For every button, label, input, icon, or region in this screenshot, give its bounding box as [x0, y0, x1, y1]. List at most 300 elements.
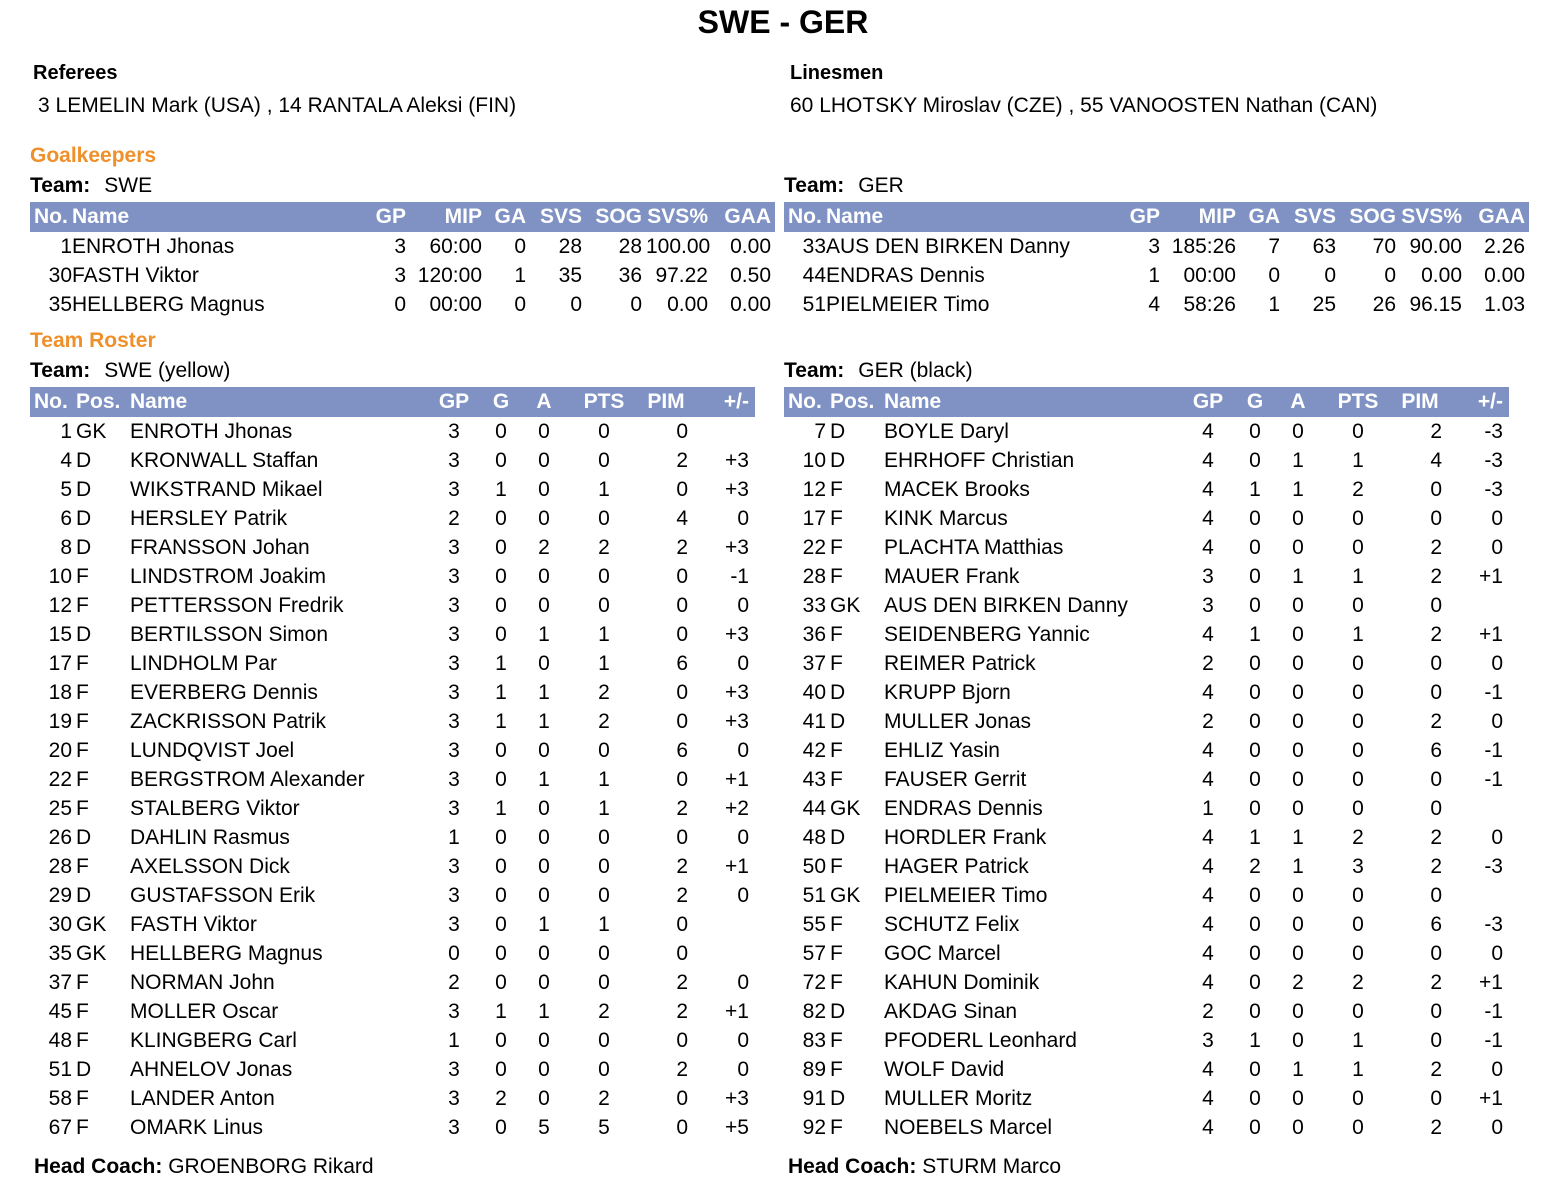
table-cell: 10	[48, 564, 72, 588]
table-cell: 0	[737, 1028, 749, 1052]
table-cell: 37	[48, 970, 72, 994]
table-cell: LUNDQVIST Joel	[130, 738, 295, 762]
column-header: GP	[364, 202, 410, 232]
table-cell: 0	[598, 970, 610, 994]
table-cell: 1	[495, 999, 507, 1023]
table-cell: 0	[1352, 535, 1364, 559]
table-cell: 37	[802, 651, 826, 675]
table-cell: 0	[676, 593, 688, 617]
table-cell: 0	[495, 825, 507, 849]
table-cell: 0	[495, 912, 507, 936]
table-cell: 0	[538, 593, 550, 617]
table-cell: 0	[1249, 941, 1261, 965]
table-cell: 1	[538, 680, 550, 704]
table-cell: 29	[48, 883, 72, 907]
table-cell: 51	[48, 1057, 72, 1081]
coach-label: Head Coach:	[34, 1155, 163, 1178]
table-cell: 1	[495, 680, 507, 704]
table-row	[30, 591, 755, 620]
table-cell: OMARK Linus	[130, 1115, 264, 1139]
table-cell: 3	[448, 419, 460, 443]
table-row	[30, 881, 755, 910]
table-cell: 30	[48, 263, 72, 287]
table-cell: 0	[1352, 941, 1364, 965]
table-cell: 1	[1268, 292, 1280, 316]
table-cell: 0	[1292, 767, 1304, 791]
table-cell: 4	[1202, 1057, 1214, 1081]
table-cell: 0	[514, 234, 526, 258]
table-cell: 35	[48, 941, 72, 965]
table-cell: 2	[448, 506, 460, 530]
column-header: GAA	[1466, 202, 1529, 232]
table-cell: 0	[598, 825, 610, 849]
table-cell: +3	[725, 1086, 749, 1110]
table-cell: 0	[737, 506, 749, 530]
table-cell: 1	[1352, 448, 1364, 472]
table-cell: 0	[676, 1086, 688, 1110]
table-cell: 3	[1148, 234, 1160, 258]
table-cell: 0	[1430, 651, 1442, 675]
table-cell	[700, 939, 755, 968]
table-cell: GK	[830, 883, 861, 907]
table-row	[30, 620, 755, 649]
table-cell: 1	[538, 767, 550, 791]
table-row	[784, 881, 1509, 910]
column-header: GAA	[712, 202, 775, 232]
table-cell: 18	[48, 680, 72, 704]
table-cell: F	[830, 970, 843, 994]
table-cell: 6	[1430, 912, 1442, 936]
table-cell: MAUER Frank	[884, 564, 1020, 588]
table-row	[30, 939, 755, 968]
table-cell: 43	[802, 767, 826, 791]
table-cell: 3	[448, 1057, 460, 1081]
gk-right-team	[784, 174, 904, 198]
table-cell: F	[830, 941, 843, 965]
table-cell: 2	[1430, 564, 1442, 588]
table-cell: 1	[495, 796, 507, 820]
table-cell: D	[76, 1057, 92, 1081]
table-cell: 2	[448, 970, 460, 994]
table-cell: 3	[448, 796, 460, 820]
table-cell: PIELMEIER Timo	[826, 292, 990, 316]
table-cell: 1	[60, 234, 72, 258]
table-cell: GK	[830, 593, 861, 617]
team-label: Team:	[30, 174, 91, 197]
table-cell: 0	[1292, 1115, 1304, 1139]
table-cell: 35	[48, 292, 72, 316]
table-cell: 17	[802, 506, 826, 530]
column-header: PIM	[644, 387, 700, 417]
table-cell: 0	[538, 825, 550, 849]
table-cell: 0	[495, 1057, 507, 1081]
table-row	[784, 562, 1509, 591]
table-cell: 2	[1249, 854, 1261, 878]
table-cell: 0	[495, 854, 507, 878]
table-cell: 2	[1430, 1057, 1442, 1081]
column-header: Pos.	[826, 387, 884, 417]
table-cell: 0	[676, 767, 688, 791]
table-cell: 0	[598, 448, 610, 472]
table-cell: F	[830, 1057, 843, 1081]
table-cell: 2	[676, 535, 688, 559]
column-header: Pos.	[72, 387, 130, 417]
table-cell: BOYLE Daryl	[884, 419, 1009, 443]
table-cell: 0	[538, 477, 550, 501]
table-cell: FAUSER Gerrit	[884, 767, 1027, 791]
coach-label: Head Coach:	[788, 1155, 917, 1178]
table-cell: 0	[495, 419, 507, 443]
table-cell: D	[76, 448, 92, 472]
table-cell: LANDER Anton	[130, 1086, 275, 1110]
table-cell: D	[830, 709, 846, 733]
table-cell: 0	[676, 622, 688, 646]
column-header: SVS%	[1400, 202, 1466, 232]
table-cell: 0	[1430, 506, 1442, 530]
table-cell: +3	[725, 622, 749, 646]
table-cell: 1	[1352, 1057, 1364, 1081]
table-cell: 0	[1292, 796, 1304, 820]
table-cell: 0	[1491, 1057, 1503, 1081]
column-header: No.	[784, 387, 826, 417]
table-cell: 0	[1292, 680, 1304, 704]
table-cell: 0	[1292, 999, 1304, 1023]
table-cell: 50	[802, 854, 826, 878]
table-cell: 2	[598, 680, 610, 704]
table-cell: D	[830, 680, 846, 704]
table-cell: 3	[448, 448, 460, 472]
table-cell: 0	[598, 1057, 610, 1081]
table-cell: 0	[495, 1028, 507, 1052]
table-cell: 26	[1372, 292, 1396, 316]
table-cell: 0	[495, 767, 507, 791]
table-cell: 4	[1202, 535, 1214, 559]
roster-table-ger	[784, 387, 1509, 1142]
table-cell: 6	[60, 506, 72, 530]
table-cell: PIELMEIER Timo	[884, 883, 1048, 907]
table-cell: 0	[1352, 796, 1364, 820]
table-cell: F	[830, 854, 843, 878]
table-header-row	[784, 387, 1509, 417]
table-cell: 1	[538, 709, 550, 733]
column-header: GA	[486, 202, 530, 232]
table-cell: 4	[1202, 941, 1214, 965]
coach-name: STURM Marco	[922, 1155, 1062, 1178]
table-cell: 42	[802, 738, 826, 762]
table-row	[784, 1084, 1509, 1113]
column-header: Name	[72, 202, 364, 232]
column-header: G	[1232, 387, 1278, 417]
table-cell: 4	[1202, 506, 1214, 530]
table-cell: D	[76, 535, 92, 559]
table-cell: PFODERL Leonhard	[884, 1028, 1077, 1052]
table-row	[784, 232, 1529, 261]
table-cell: 0	[676, 680, 688, 704]
table-cell: +1	[1479, 1086, 1503, 1110]
table-cell: 0	[1249, 419, 1261, 443]
table-cell: 91	[802, 1086, 826, 1110]
table-cell: 1	[1249, 477, 1261, 501]
table-cell: HORDLER Frank	[884, 825, 1047, 849]
table-cell: 0	[676, 1028, 688, 1052]
table-cell: 0	[1249, 593, 1261, 617]
table-cell: 22	[48, 767, 72, 791]
table-cell: -1	[1484, 999, 1503, 1023]
table-row	[30, 504, 755, 533]
column-header: +/-	[700, 387, 755, 417]
table-cell: 3	[448, 999, 460, 1023]
table-cell: F	[76, 1115, 89, 1139]
table-cell: 7	[814, 419, 826, 443]
table-cell: HELLBERG Magnus	[130, 941, 323, 965]
table-cell: 2	[495, 1086, 507, 1110]
table-cell: F	[830, 767, 843, 791]
table-cell: F	[76, 1086, 89, 1110]
table-cell: 2	[676, 999, 688, 1023]
table-cell: 0	[495, 970, 507, 994]
table-cell: GOC Marcel	[884, 941, 1001, 965]
table-cell: 82	[802, 999, 826, 1023]
table-cell: 0	[538, 419, 550, 443]
table-cell: 2	[1352, 970, 1364, 994]
linesmen-label: Linesmen	[790, 62, 884, 84]
table-cell: GUSTAFSSON Erik	[130, 883, 316, 907]
table-cell: 33	[802, 234, 826, 258]
column-header: Name	[884, 387, 1184, 417]
table-cell: 3	[448, 680, 460, 704]
table-row	[784, 823, 1509, 852]
table-row	[30, 446, 755, 475]
table-row	[30, 1113, 755, 1142]
table-cell: 44	[802, 263, 826, 287]
table-row	[784, 446, 1509, 475]
table-cell: 2	[1430, 622, 1442, 646]
table-cell: D	[76, 506, 92, 530]
table-row	[30, 1026, 755, 1055]
table-cell: 1	[448, 825, 460, 849]
table-cell: SEIDENBERG Yannic	[884, 622, 1090, 646]
table-cell: 0	[1352, 883, 1364, 907]
table-cell: 51	[802, 883, 826, 907]
table-cell: 4	[1202, 825, 1214, 849]
table-cell: REIMER Patrick	[884, 651, 1036, 675]
table-cell: 1	[1249, 1028, 1261, 1052]
table-cell: 0	[1352, 1086, 1364, 1110]
table-cell: 0	[1352, 738, 1364, 762]
table-cell: 19	[48, 709, 72, 733]
table-cell: 89	[802, 1057, 826, 1081]
team-label: Team:	[784, 359, 845, 382]
column-header: G	[478, 387, 524, 417]
table-cell: 6	[676, 651, 688, 675]
table-cell: 1	[1249, 825, 1261, 849]
table-cell: 0	[1249, 1115, 1261, 1139]
table-cell: 57	[802, 941, 826, 965]
table-cell: FASTH Viktor	[130, 912, 257, 936]
table-cell: 0	[737, 651, 749, 675]
table-row	[30, 290, 775, 319]
table-row	[784, 1055, 1509, 1084]
table-row	[784, 1026, 1509, 1055]
table-cell: 0	[538, 1057, 550, 1081]
table-cell: 4	[1202, 883, 1214, 907]
table-cell: 0	[1249, 564, 1261, 588]
table-cell: AUS DEN BIRKEN Danny	[826, 234, 1070, 258]
table-cell: +3	[725, 477, 749, 501]
table-cell: 4	[1202, 1115, 1214, 1139]
table-cell: 0	[1352, 1115, 1364, 1139]
table-cell: 0	[1249, 1057, 1261, 1081]
table-cell: 3	[394, 234, 406, 258]
table-cell: F	[830, 1028, 843, 1052]
table-cell: 0	[676, 709, 688, 733]
table-cell: 1	[1292, 448, 1304, 472]
table-cell: 0	[1491, 651, 1503, 675]
column-header: PTS	[564, 387, 644, 417]
goalkeepers-table-ger	[784, 202, 1529, 319]
table-cell: 0	[1491, 1115, 1503, 1139]
table-cell: F	[830, 651, 843, 675]
table-cell: 0.00	[1484, 263, 1525, 287]
table-cell: 0	[1292, 738, 1304, 762]
table-cell: F	[830, 506, 843, 530]
table-cell: 0	[1491, 709, 1503, 733]
table-cell: 0	[514, 292, 526, 316]
table-cell: GK	[76, 941, 107, 965]
roster-table-swe	[30, 387, 755, 1142]
table-cell: 4	[1202, 448, 1214, 472]
table-cell: 0	[538, 738, 550, 762]
table-row	[784, 261, 1529, 290]
table-row	[30, 707, 755, 736]
team-name: GER	[858, 174, 904, 197]
table-cell: 28	[618, 234, 642, 258]
table-cell: F	[76, 854, 89, 878]
table-cell: 0	[676, 419, 688, 443]
table-row	[784, 504, 1509, 533]
table-cell: 0.00	[1421, 263, 1462, 287]
table-cell: 00:00	[1183, 263, 1236, 287]
table-cell: 1	[495, 651, 507, 675]
table-cell: EHRHOFF Christian	[884, 448, 1075, 472]
table-cell: KRONWALL Staffan	[130, 448, 319, 472]
table-row	[784, 620, 1509, 649]
table-cell: 0	[1249, 448, 1261, 472]
table-cell: +1	[725, 767, 749, 791]
table-cell: 0	[495, 506, 507, 530]
table-cell: 0.00	[730, 234, 771, 258]
table-cell: 4	[1202, 854, 1214, 878]
column-header: MIP	[410, 202, 486, 232]
table-cell: 3	[448, 1086, 460, 1110]
table-cell: 4	[1430, 448, 1442, 472]
table-cell: 3	[448, 854, 460, 878]
table-cell: 67	[48, 1115, 72, 1139]
column-header: GP	[1184, 387, 1232, 417]
table-cell: 0	[1292, 535, 1304, 559]
table-cell: 2	[598, 1086, 610, 1110]
table-cell: 58:26	[1183, 292, 1236, 316]
table-cell: AHNELOV Jonas	[130, 1057, 293, 1081]
table-cell: 2	[1202, 709, 1214, 733]
table-cell: 0	[598, 941, 610, 965]
table-cell: 0	[1430, 883, 1442, 907]
table-row	[784, 736, 1509, 765]
column-header: PTS	[1318, 387, 1398, 417]
table-cell: 1	[1352, 622, 1364, 646]
table-cell: 0	[1352, 767, 1364, 791]
table-cell: 36	[802, 622, 826, 646]
table-cell	[1454, 881, 1509, 910]
table-cell: 28	[558, 234, 582, 258]
team-name: SWE	[104, 174, 153, 197]
table-cell: 58	[48, 1086, 72, 1110]
table-cell: 0	[1249, 883, 1261, 907]
table-cell: 0	[1352, 506, 1364, 530]
page-title: SWE - GER	[697, 4, 869, 40]
table-cell: D	[830, 448, 846, 472]
table-cell: 0	[1292, 593, 1304, 617]
table-cell: 0	[1249, 912, 1261, 936]
table-cell: F	[76, 709, 89, 733]
table-cell: 2	[1430, 419, 1442, 443]
column-header: No.	[30, 202, 72, 232]
table-cell: 0	[1352, 593, 1364, 617]
table-cell: 0	[676, 1115, 688, 1139]
table-cell: 0	[1268, 263, 1280, 287]
table-row	[784, 852, 1509, 881]
table-cell: 28	[48, 854, 72, 878]
table-cell: 0	[538, 854, 550, 878]
table-cell: FASTH Viktor	[72, 263, 199, 287]
table-cell: 0	[538, 1086, 550, 1110]
table-cell: 3	[1352, 854, 1364, 878]
table-row	[30, 417, 755, 446]
table-cell: 0	[495, 883, 507, 907]
table-cell: F	[76, 651, 89, 675]
team-name: GER (black)	[858, 359, 973, 382]
table-cell: 4	[1202, 767, 1214, 791]
table-cell: 0	[1249, 680, 1261, 704]
column-header: Name	[826, 202, 1118, 232]
table-cell: 2	[1292, 970, 1304, 994]
table-cell: -3	[1484, 419, 1503, 443]
table-cell: 0	[538, 883, 550, 907]
table-cell: 2	[598, 999, 610, 1023]
linesmen-value: 60 LHOTSKY Miroslav (CZE) , 55 VANOOSTEN Nathan (CAN)	[790, 94, 1378, 117]
team-name: SWE (yellow)	[104, 359, 231, 382]
table-cell: 3	[448, 767, 460, 791]
table-cell: 48	[802, 825, 826, 849]
table-cell: 48	[48, 1028, 72, 1052]
table-cell: BERTILSSON Simon	[130, 622, 329, 646]
table-cell: 6	[676, 738, 688, 762]
table-cell: 4	[1202, 738, 1214, 762]
table-cell: 72	[802, 970, 826, 994]
table-cell: 28	[802, 564, 826, 588]
column-header: SVS	[1284, 202, 1340, 232]
table-cell: 0	[1249, 999, 1261, 1023]
table-cell: 0	[598, 593, 610, 617]
table-cell: +3	[725, 709, 749, 733]
column-header: SOG	[586, 202, 646, 232]
table-cell: 63	[1312, 234, 1336, 258]
table-row	[30, 1055, 755, 1084]
table-cell: 90.00	[1409, 234, 1462, 258]
table-cell: 1	[1292, 477, 1304, 501]
table-row	[30, 794, 755, 823]
table-cell: F	[830, 1115, 843, 1139]
